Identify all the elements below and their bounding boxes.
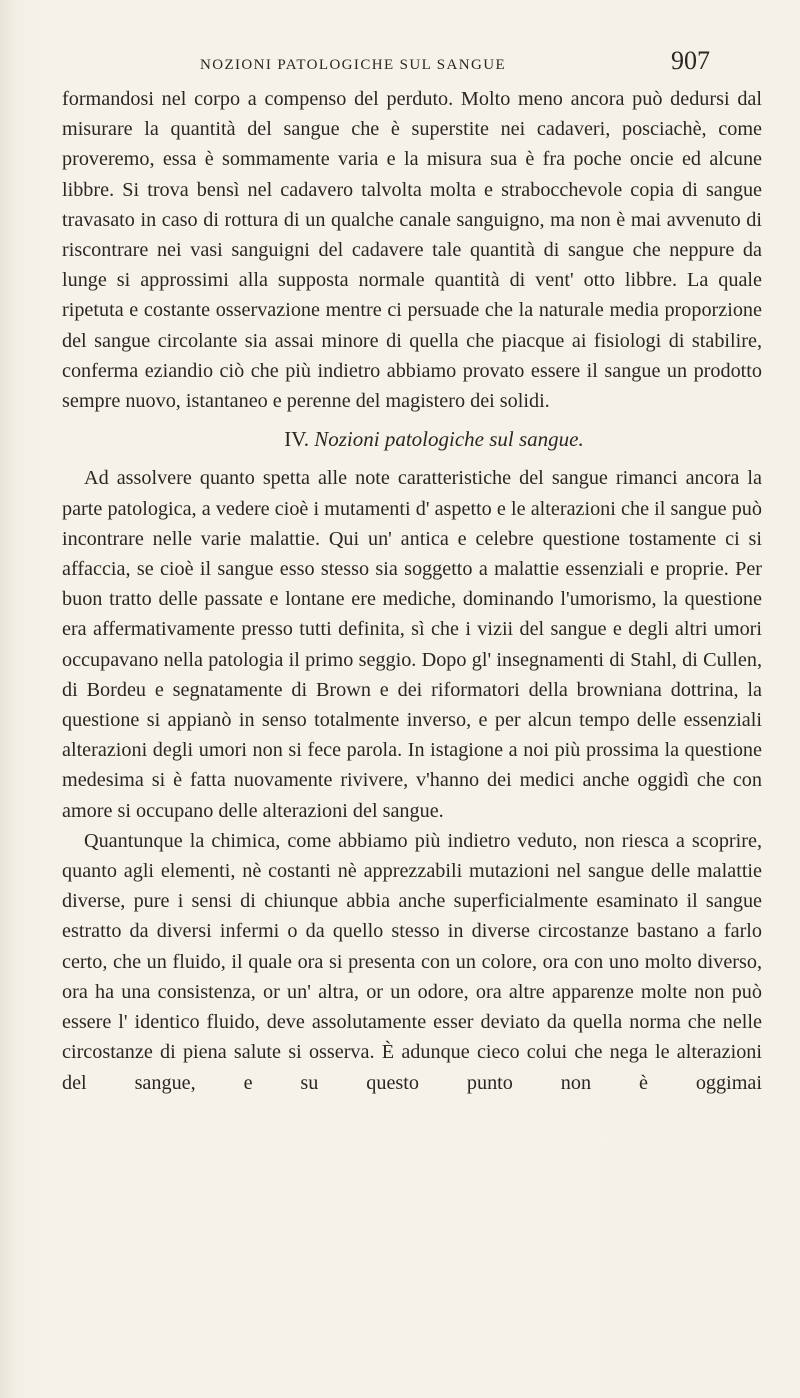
section-number: IV.: [284, 427, 309, 452]
running-head: NOZIONI PATOLOGICHE SUL SANGUE: [200, 57, 507, 73]
page-header: [150, 46, 710, 76]
section-title: Nozioni patologiche sul sangue.: [314, 427, 584, 452]
body-text: [62, 84, 762, 1098]
section-heading: [62, 424, 762, 454]
paragraph: Quantunque la chimica, come abbiamo più indietro veduto, non riesca a scoprire, quanto agli elementi, nè costanti nè apprezzabili mutazioni nel sangue delle malattie diverse, pure i sensi di chiunque abbia anche superficialmente esaminato il sangue estratto da diversi infermi o da quello stesso in diverse circostanze bastano a farlo certo, che un fluido, il quale ora si presenta con un colore, ora con uno molto diverso, ora ha una consistenza, or un' altra, or un odore, ora altre apparenze molte non può essere l' identico fluido, deve assolutamente esser deviato da quella norma che nelle circostanze di piena salute si osserva. È adunque cieco colui che nega le alterazioni del sangue, e su questo punto non è oggimai: [62, 829, 762, 1094]
paragraph: Ad assolvere quanto spetta alle note caratteristiche del sangue rimanci ancora la parte patologica, a vedere cioè i mutamenti d' aspetto e le alterazioni che il sangue può incontrare nelle varie malattie. Qui un' antica e celebre questione tostamente ci si affaccia, se cioè il sangue esso stesso sia soggetto a malattie essenziali e proprie. Per buon tratto delle passate e lontane ere mediche, dominando l'umorismo, la questione era affermativamente presso tutti definita, sì che i vizii del sangue e degli altri umori occupavano nella patologia il primo seggio. Dopo gl' insegnamenti di Stahl, di Cullen, di Bordeu e segnatamente di Brown e dei riformatori della browniana dottrina, la questione si appianò in senso totalmente inverso, e per alcun tempo delle essenziali alterazioni degli umori non si fece parola. In istagione a noi più prossima la questione medesima si è fatta nuovamente rivivere, v'hanno dei medici anche oggidì che con amore si occupano delle alterazioni del sangue.: [62, 467, 762, 822]
page-number: 907: [671, 46, 710, 75]
paragraph-continued: formandosi nel corpo a compenso del perduto. Molto meno ancora può dedursi dal misurare la quantità del sangue che è superstite nei cadaveri, posciachè, come proveremo, essa è sommamente varia e la misura sua è fra poche oncie ed alcune libbre. Si trova bensì nel cadavero talvolta molta e strabocchevole copia di sangue travasato in caso di rottura di un qualche canale sanguigno, ma non è mai avvenuto di riscontrare nei vasi sanguigni del cadavere tale quantità di sangue che neppure da lunge si approssimi alla supposta normale quantità di vent' otto libbre. La quale ripetuta e costante osservazione mentre ci persuade che la naturale media proporzione del sangue circolante sia assai minore di quella che piacque ai fisiologi di stabilire, conferma eziandio ciò che più indietro abbiamo provato essere il sangue un prodotto sempre nuovo, istantaneo e perenne del magistero dei solidi.: [62, 88, 762, 413]
